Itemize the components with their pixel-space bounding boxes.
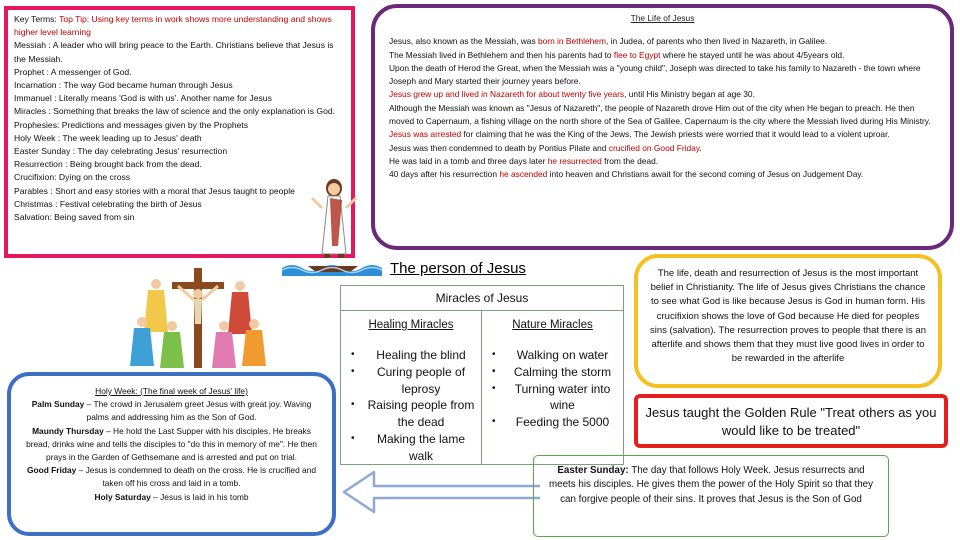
life-paragraph: Jesus grew up and lived in Nazareth for about twenty five years, until His Ministry began at age 30. — [389, 89, 755, 100]
crucifixion-scene-image — [128, 262, 268, 372]
nature-miracles-header: Nature Miracles — [512, 319, 593, 331]
key-terms-heading: Key Terms: Top Tip: Using key terms in work shows more understanding and shows higher level learning — [14, 14, 332, 38]
miracles-table — [340, 285, 624, 465]
life-paragraph: Although the Messiah was known as "Jesus of Nazareth", the people of Nazareth drove Him out of the city when He began to preach. He then moved to Capernaum, a fishing village on the north shore of the Sea of Galilee. Capernaum is the city where the Messiah lived during His Ministry. — [389, 102, 931, 127]
life-title: The Life of Jesus — [630, 13, 695, 23]
healing-miracles-list — [341, 341, 481, 465]
healing-miracles-column — [341, 311, 482, 465]
nature-miracles-column — [482, 311, 623, 465]
key-term-item: Parables : Short and easy stories with a moral that Jesus taught to people — [14, 185, 295, 196]
life-paragraph: Upon the death of Herod the Great, when the Messiah was a "young child", Joseph was directed to take his family to Nazareth - the town where Joseph and Mary started their journey years before. — [389, 62, 921, 87]
miracles-title: Miracles of Jesus — [341, 286, 623, 311]
healing-miracle-item: • Making the lame walk — [351, 431, 477, 465]
healing-miracles-header: Healing Miracles — [368, 319, 454, 331]
core-belief-box: The life, death and resurrection of Jesus is the most important belief in Christianity. The life of Jesus gives Christians the chance to see what God is like because Jesus is God in human form. His crucifixion shows the love of God because He died for peoples sins (salvation). The resurrection proves to people that there is an afterlife and shows them that they must live good lives in order to be rewarded in the afterlife — [634, 254, 942, 388]
nature-miracle-item: • Turning water into wine — [492, 381, 619, 415]
life-paragraph: Jesus, also known as the Messiah, was born in Bethlehem, in Judea, of parents who then lived in Nazareth, in Galilee. — [389, 36, 828, 47]
key-term-item: Salvation: Being saved from sin — [14, 212, 135, 223]
key-term-item: Easter Sunday : The day celebrating Jesus' resurrection — [14, 146, 228, 157]
good-friday-entry: Good Friday – Jesus is condemned to death on the cross. He is crucified and taken off his cross and laid in a tomb. — [26, 465, 317, 489]
healing-miracle-item: • Healing the blind — [351, 347, 477, 364]
key-term-item: Holy Week : The week leading up to Jesus' death — [14, 132, 202, 143]
holy-saturday-entry: Holy Saturday – Jesus is laid in his tomb — [94, 491, 249, 502]
nature-miracle-item: • Walking on water — [492, 347, 619, 364]
maundy-thursday-entry: Maundy Thursday – He hold the Last Supper with his disciples. He breaks bread, drinks wine and tells the disciples to "do this in memory of me". He then prays in the Garden of Gethsemane and is arrested and put on trial. — [26, 425, 317, 463]
arrow-icon — [340, 466, 540, 518]
nature-miracle-item: • Calming the storm — [492, 364, 619, 381]
healing-miracle-item: • Curing people of leprosy — [351, 364, 477, 398]
life-paragraph: 40 days after his resurrection he ascended into heaven and Christians await for the second coming of Jesus on Judgement Day. — [389, 169, 864, 180]
life-paragraph: He was laid in a tomb and three days later he resurrected from the dead. — [389, 155, 659, 166]
life-paragraph: The Messiah lived in Bethlehem and then his parents had to flee to Egypt where he stayed until he was about 4/5years old. — [389, 49, 845, 60]
nature-miracle-item: • Feeding the 5000 — [492, 414, 619, 431]
key-term-item: Messiah : A leader who will bring peace to the Earth. Christians believe that Jesus is the Messiah. — [14, 40, 334, 64]
life-paragraph: Jesus was arrested for claiming that he was the King of the Jews. The Jewish priests were worried that it would lead to a violent uproar. — [389, 129, 890, 140]
key-term-item: Incarnation : The way God became human through Jesus — [14, 80, 233, 91]
key-term-item: Resurrection : Being brought back from the dead. — [14, 159, 202, 170]
key-term-item: Prophet : A messenger of God. — [14, 66, 132, 77]
holy-week-box — [7, 372, 336, 536]
person-of-jesus-title: The person of Jesus — [390, 260, 526, 277]
healing-miracle-item: • Raising people from the dead — [351, 397, 477, 431]
key-term-item: Miracles : Something that breaks the law of science and the only explanation is God. — [14, 106, 336, 117]
key-terms-box — [4, 6, 355, 258]
life-of-jesus-box — [371, 4, 954, 250]
key-term-item: Immanuel : Literally means 'God is with us'. Another name for Jesus — [14, 93, 272, 104]
key-term-item: Crucifixion: Dying on the cross — [14, 172, 131, 183]
nature-miracles-list — [482, 341, 623, 431]
life-paragraph: Jesus was then condemned to death by Pontius Pilate and crucified on Good Friday. — [389, 142, 702, 153]
palm-sunday-entry: Palm Sunday – The crowd in Jerusalem greet Jesus with great joy. Waving palms and addressing him as the Son of God. — [31, 399, 312, 423]
key-term-item: Prophesies: Predictions and messages given by the Prophets — [14, 119, 249, 130]
key-term-item: Christmas : Festival celebrating the birth of Jesus — [14, 198, 202, 209]
jesus-figure-image — [308, 176, 360, 262]
key-terms-list — [14, 39, 345, 224]
holy-week-title: Holy Week: (The final week of Jesus' life) — [95, 386, 248, 396]
easter-sunday-box: Easter Sunday: The day that follows Holy Week. Jesus resurrects and meets his disciples. He gives them the power of the Holy Spirit so that they can forgive people of their sins. It proves that Jesus is the Son of God — [533, 455, 889, 537]
golden-rule-box: Jesus taught the Golden Rule "Treat others as you would like to be treated" — [634, 394, 948, 448]
boat-on-water-image — [278, 254, 388, 278]
